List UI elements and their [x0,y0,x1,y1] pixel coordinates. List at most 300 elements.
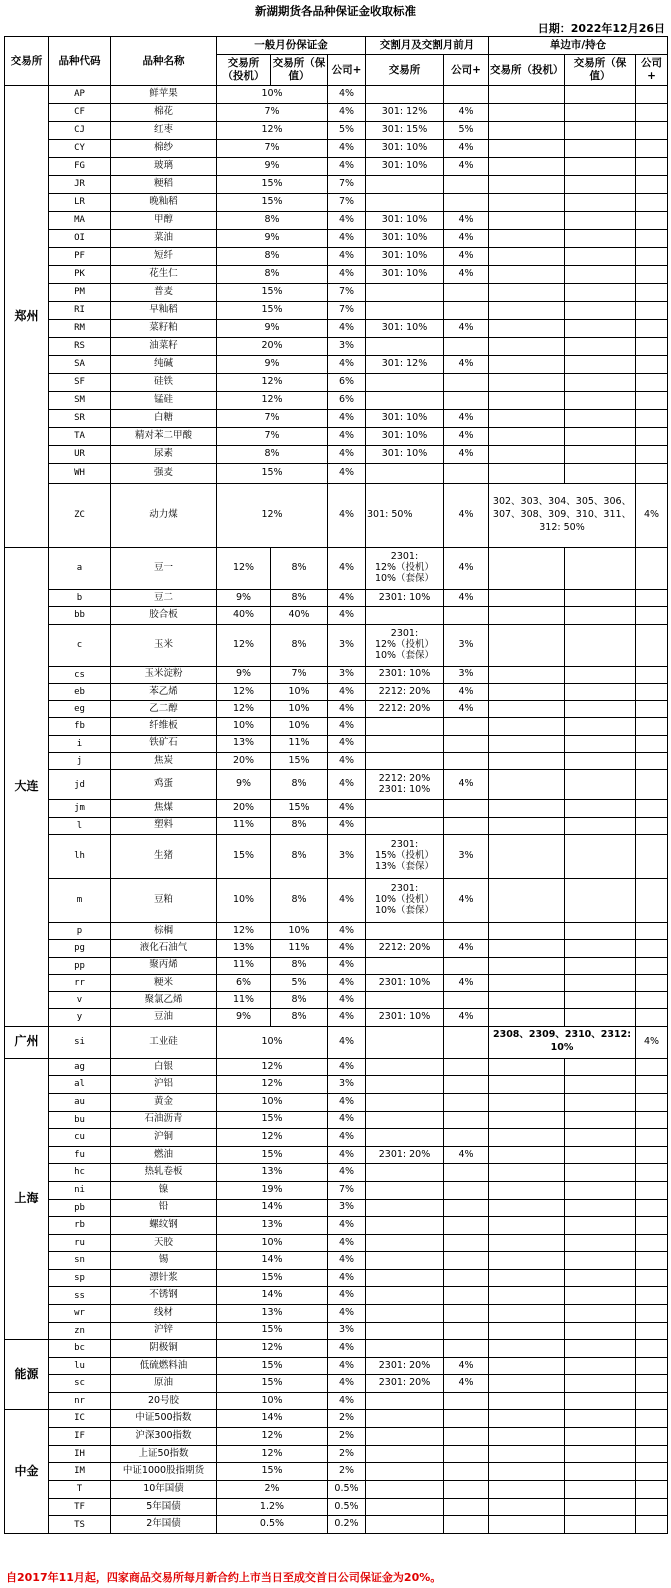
delivery-plus-cell [444,1093,489,1111]
company-plus-cell: 4% [328,701,366,718]
unilateral-spec-cell [489,957,565,974]
company-plus-cell: 4% [328,212,366,230]
delivery-margin-cell: 301: 10% [366,212,444,230]
delivery-plus-cell [444,1322,489,1340]
table-row [5,104,668,122]
company-plus-cell: 6% [328,374,366,392]
unilateral-hedge-cell [565,624,636,666]
hedge-margin-cell: 15% [271,753,328,770]
table-row [5,957,668,974]
company-plus-cell: 4% [328,1129,366,1147]
code-cell: v [49,992,111,1009]
unilateral-spec-cell [489,548,565,590]
margin-cell: 12% [217,392,328,410]
delivery-plus-cell: 4% [444,446,489,464]
code-cell: sp [49,1269,111,1287]
spec-margin-cell: 9% [217,666,271,683]
name-cell: 燃油 [111,1146,217,1164]
unilateral-plus-cell [636,374,668,392]
unilateral-hedge-cell [565,770,636,800]
unilateral-plus-cell [636,834,668,878]
delivery-plus-cell [444,735,489,752]
name-cell: 油菜籽 [111,338,217,356]
delivery-margin-cell: 2212: 20% [366,683,444,700]
spec-margin-cell: 12% [217,624,271,666]
margin-cell: 20% [217,338,328,356]
name-cell: 棉花 [111,104,217,122]
code-cell: sn [49,1252,111,1270]
unilateral-spec-cell [489,1410,565,1428]
hedge-margin-cell: 8% [271,590,328,607]
code-cell: IF [49,1427,111,1445]
unilateral-plus-cell [636,683,668,700]
name-cell: 塑料 [111,817,217,834]
delivery-margin-cell: 2212: 20% [366,940,444,957]
code-cell: ss [49,1287,111,1305]
table-row [5,1093,668,1111]
delivery-plus-cell [444,1269,489,1287]
name-cell: 早籼稻 [111,302,217,320]
unilateral-plus-cell [636,104,668,122]
name-cell: 硅铁 [111,374,217,392]
table-row [5,1392,668,1410]
unilateral-hedge-cell [565,1093,636,1111]
code-cell: TF [49,1498,111,1516]
name-cell: 粳稻 [111,176,217,194]
spec-margin-cell: 6% [217,974,271,991]
margin-cell: 12% [217,1427,328,1445]
delivery-plus-cell: 4% [444,104,489,122]
delivery-margin-cell: 301: 10% [366,266,444,284]
code-cell: au [49,1093,111,1111]
unilateral-hedge-cell [565,194,636,212]
name-cell: 棕榈 [111,922,217,939]
unilateral-hedge-cell [565,1410,636,1428]
code-cell: l [49,817,111,834]
delivery-margin-cell [366,800,444,817]
unilateral-hedge-cell [565,817,636,834]
unilateral-plus-cell [636,624,668,666]
company-plus-cell: 3% [328,338,366,356]
unilateral-hedge-cell [565,1009,636,1026]
delivery-margin-cell [366,338,444,356]
delivery-plus-cell: 4% [444,212,489,230]
unilateral-spec-cell [489,974,565,991]
company-plus-cell: 4% [328,410,366,428]
name-cell: 短纤 [111,248,217,266]
unilateral-plus-cell [636,1199,668,1217]
company-plus-cell: 4% [328,1026,366,1058]
table-row [5,1217,668,1235]
table-row [5,1357,668,1375]
margin-cell: 15% [217,284,328,302]
hedge-margin-cell: 10% [271,701,328,718]
company-plus-cell: 4% [328,992,366,1009]
unilateral-spec-cell [489,86,565,104]
unilateral-spec-cell [489,176,565,194]
hedge-margin-cell: 8% [271,1009,328,1026]
code-cell: j [49,753,111,770]
company-plus-cell: 4% [328,753,366,770]
delivery-margin-cell [366,1392,444,1410]
name-cell: 石油沥青 [111,1111,217,1129]
delivery-margin-cell [366,1463,444,1481]
code-cell: OI [49,230,111,248]
unilateral-plus-cell [636,1164,668,1182]
name-cell: 天胶 [111,1234,217,1252]
delivery-plus-cell: 4% [444,878,489,922]
delivery-margin-cell [366,1164,444,1182]
company-plus-cell: 4% [328,718,366,735]
name-cell: 鲜苹果 [111,86,217,104]
table-row [5,666,668,683]
unilateral-plus-cell [636,464,668,484]
unilateral-plus-cell [636,1445,668,1463]
unilateral-plus-cell [636,1234,668,1252]
name-cell: 铅 [111,1199,217,1217]
name-cell: 螺纹钢 [111,1217,217,1235]
delivery-margin-cell [366,1427,444,1445]
unilateral-plus-cell [636,1287,668,1305]
delivery-plus-cell [444,86,489,104]
delivery-margin-cell [366,1217,444,1235]
code-cell: SM [49,392,111,410]
unilateral-spec-cell [489,735,565,752]
unilateral-hedge-cell [565,1516,636,1534]
code-cell: eb [49,683,111,700]
table-row [5,338,668,356]
delivery-margin-cell [366,1498,444,1516]
unilateral-hedge-cell [565,1146,636,1164]
name-cell: 花生仁 [111,266,217,284]
unilateral-spec-cell [489,701,565,718]
page-title: 新湖期货各品种保证金收取标准 [255,4,416,18]
margin-cell: 15% [217,1269,328,1287]
unilateral-plus-cell [636,666,668,683]
table-row [5,284,668,302]
unilateral-spec-cell [489,607,565,624]
company-plus-cell: 2% [328,1427,366,1445]
spec-margin-cell: 12% [217,548,271,590]
margin-cell: 19% [217,1181,328,1199]
company-plus-cell: 4% [328,1146,366,1164]
code-cell: pp [49,957,111,974]
company-plus-cell: 4% [328,770,366,800]
table-row [5,428,668,446]
unilateral-plus-cell [636,548,668,590]
delivery-margin-cell: 301: 10% [366,248,444,266]
unilateral-spec-cell [489,1217,565,1235]
unilateral-spec-cell [489,230,565,248]
company-plus-cell: 0.5% [328,1481,366,1499]
exchange-cell: 能源 [5,1340,49,1410]
code-cell: TS [49,1516,111,1534]
unilateral-plus-cell [636,176,668,194]
name-cell: 热轧卷板 [111,1164,217,1182]
unilateral-hedge-cell [565,464,636,484]
delivery-margin-cell [366,1516,444,1534]
table-row [5,753,668,770]
margin-cell: 9% [217,230,328,248]
code-cell: UR [49,446,111,464]
delivery-margin-cell: 2301: 20% [366,1146,444,1164]
unilateral-plus-cell [636,992,668,1009]
table-row [5,922,668,939]
name-cell: 纤维板 [111,718,217,735]
header-ex-hedge: 交易所（保值） [271,55,328,86]
code-cell: fu [49,1146,111,1164]
header-name: 品种名称 [111,37,217,86]
table-row [5,1375,668,1393]
delivery-plus-cell: 4% [444,683,489,700]
unilateral-hedge-cell [565,392,636,410]
code-cell: TA [49,428,111,446]
code-cell: al [49,1076,111,1094]
report-date: 日期：2022年12月26日 [537,22,665,35]
company-plus-cell: 4% [328,230,366,248]
delivery-plus-cell: 4% [444,356,489,374]
delivery-margin-cell [366,464,444,484]
name-cell: 生猪 [111,834,217,878]
table-row [5,1026,668,1058]
unilateral-hedge-cell [565,230,636,248]
unilateral-hedge-cell [565,701,636,718]
unilateral-spec-cell [489,338,565,356]
table-row [5,974,668,991]
delivery-margin-cell [366,1076,444,1094]
margin-cell: 10% [217,1026,328,1058]
margin-cell: 10% [217,1392,328,1410]
delivery-plus-cell: 4% [444,974,489,991]
hedge-margin-cell: 8% [271,992,328,1009]
header-ex-spec: 交易所（投机） [217,55,271,86]
unilateral-plus-cell [636,1111,668,1129]
delivery-margin-cell [366,735,444,752]
code-cell: sc [49,1375,111,1393]
unilateral-plus-cell [636,1252,668,1270]
table-row [5,735,668,752]
name-cell: 铁矿石 [111,735,217,752]
name-cell: 玉米淀粉 [111,666,217,683]
unilateral-hedge-cell [565,718,636,735]
code-cell: b [49,590,111,607]
delivery-margin-cell: 301: 12% [366,104,444,122]
table-row [5,817,668,834]
unilateral-plus-cell [636,1146,668,1164]
code-cell: CY [49,140,111,158]
delivery-plus-cell [444,1026,489,1058]
margin-cell: 15% [217,194,328,212]
code-cell: nr [49,1392,111,1410]
table-row [5,1076,668,1094]
hedge-margin-cell: 5% [271,974,328,991]
header-uni-ex-spec: 交易所（投机） [489,55,565,86]
company-plus-cell: 4% [328,1287,366,1305]
name-cell: 普麦 [111,284,217,302]
table-row [5,356,668,374]
company-plus-cell: 2% [328,1463,366,1481]
unilateral-plus-cell [636,338,668,356]
delivery-plus-cell: 4% [444,1146,489,1164]
delivery-plus-cell: 4% [444,230,489,248]
table-row [5,86,668,104]
unilateral-plus-cell [636,428,668,446]
table-row [5,374,668,392]
unilateral-hedge-cell [565,1340,636,1358]
unilateral-hedge-cell [565,957,636,974]
code-cell: IM [49,1463,111,1481]
table-row [5,1146,668,1164]
name-cell: 沪锌 [111,1322,217,1340]
unilateral-hedge-cell [565,1445,636,1463]
unilateral-plus-cell [636,1129,668,1147]
name-cell: 棉纱 [111,140,217,158]
delivery-margin-cell [366,284,444,302]
unilateral-plus-cell [636,392,668,410]
delivery-plus-cell [444,1340,489,1358]
delivery-margin-cell [366,1026,444,1058]
table-row [5,1498,668,1516]
margin-cell: 9% [217,320,328,338]
spec-margin-cell: 12% [217,922,271,939]
delivery-plus-cell: 4% [444,770,489,800]
name-cell: 乙二醇 [111,701,217,718]
unilateral-plus-cell [636,878,668,922]
name-cell: 锰硅 [111,392,217,410]
delivery-margin-cell [366,1287,444,1305]
unilateral-spec-cell [489,683,565,700]
unilateral-spec-cell [489,392,565,410]
delivery-plus-cell: 4% [444,410,489,428]
code-cell: JR [49,176,111,194]
margin-cell: 15% [217,1146,328,1164]
company-plus-cell: 4% [328,320,366,338]
delivery-margin-cell: 2301: 20% [366,1375,444,1393]
unilateral-hedge-cell [565,284,636,302]
delivery-margin-cell: 2301: 10% [366,666,444,683]
delivery-margin-cell [366,1340,444,1358]
unilateral-plus-cell [636,1463,668,1481]
margin-cell: 8% [217,212,328,230]
table-row [5,320,668,338]
unilateral-spec-cell [489,834,565,878]
code-cell: eg [49,701,111,718]
code-cell: y [49,1009,111,1026]
unilateral-hedge-cell [565,1269,636,1287]
hedge-margin-cell: 7% [271,666,328,683]
unilateral-hedge-cell [565,1164,636,1182]
delivery-margin-cell: 2212: 20% [366,701,444,718]
unilateral-plus-cell: 4% [636,484,668,548]
unilateral-plus-cell [636,1481,668,1499]
unilateral-plus-cell [636,140,668,158]
unilateral-spec-cell [489,194,565,212]
unilateral-hedge-cell [565,338,636,356]
unilateral-spec-cell [489,1322,565,1340]
delivery-margin-cell [366,1252,444,1270]
margin-cell: 14% [217,1199,328,1217]
delivery-plus-cell [444,1234,489,1252]
name-cell: 液化石油气 [111,940,217,957]
code-cell: ag [49,1058,111,1076]
code-cell: PK [49,266,111,284]
spec-margin-cell: 12% [217,701,271,718]
unilateral-plus-cell [636,701,668,718]
unilateral-hedge-cell [565,878,636,922]
margin-cell: 15% [217,464,328,484]
delivery-margin-cell [366,1322,444,1340]
code-cell: si [49,1026,111,1058]
unilateral-spec-cell [489,992,565,1009]
unilateral-hedge-cell [565,1076,636,1094]
unilateral-spec-cell [489,1445,565,1463]
company-plus-cell: 3% [328,1076,366,1094]
name-cell: 焦煤 [111,800,217,817]
unilateral-hedge-cell [565,1481,636,1499]
unilateral-margin-cell: 302、303、304、305、306、307、308、309、310、311、312: 50% [489,484,636,548]
unilateral-hedge-cell [565,940,636,957]
table-row [5,1199,668,1217]
delivery-margin-cell [366,1445,444,1463]
unilateral-hedge-cell [565,800,636,817]
unilateral-plus-cell [636,284,668,302]
table-row [5,230,668,248]
margin-cell: 12% [217,1445,328,1463]
table-row [5,1129,668,1147]
hedge-margin-cell: 8% [271,548,328,590]
delivery-plus-cell: 4% [444,140,489,158]
unilateral-plus-cell [636,158,668,176]
name-cell: 豆二 [111,590,217,607]
margin-cell: 10% [217,1234,328,1252]
table-row [5,590,668,607]
unilateral-plus-cell [636,446,668,464]
code-cell: lu [49,1357,111,1375]
delivery-margin-cell [366,1199,444,1217]
unilateral-spec-cell [489,104,565,122]
margin-cell: 15% [217,1322,328,1340]
unilateral-spec-cell [489,624,565,666]
margin-cell: 15% [217,1375,328,1393]
code-cell: SF [49,374,111,392]
hedge-margin-cell: 11% [271,735,328,752]
footnote: 自2017年11月起，四家商品交易所每月新合约上市当日至成交首日公司保证金为20%。 [6,1571,442,1584]
delivery-margin-cell: 301: 10% [366,320,444,338]
spec-margin-cell: 10% [217,718,271,735]
company-plus-cell: 4% [328,607,366,624]
unilateral-hedge-cell [565,683,636,700]
name-cell: 尿素 [111,446,217,464]
delivery-margin-cell [366,1111,444,1129]
company-plus-cell: 4% [328,817,366,834]
unilateral-spec-cell [489,1093,565,1111]
table-row [5,1427,668,1445]
unilateral-plus-cell [636,753,668,770]
company-plus-cell: 4% [328,140,366,158]
company-plus-cell: 4% [328,922,366,939]
delivery-margin-cell: 301: 12% [366,356,444,374]
name-cell: 10年国债 [111,1481,217,1499]
name-cell: 动力煤 [111,484,217,548]
unilateral-hedge-cell [565,266,636,284]
delivery-margin-cell [366,1058,444,1076]
name-cell: 豆油 [111,1009,217,1026]
company-plus-cell: 4% [328,1252,366,1270]
table-row [5,1516,668,1534]
company-plus-cell: 4% [328,683,366,700]
code-cell: cs [49,666,111,683]
code-cell: hc [49,1164,111,1182]
